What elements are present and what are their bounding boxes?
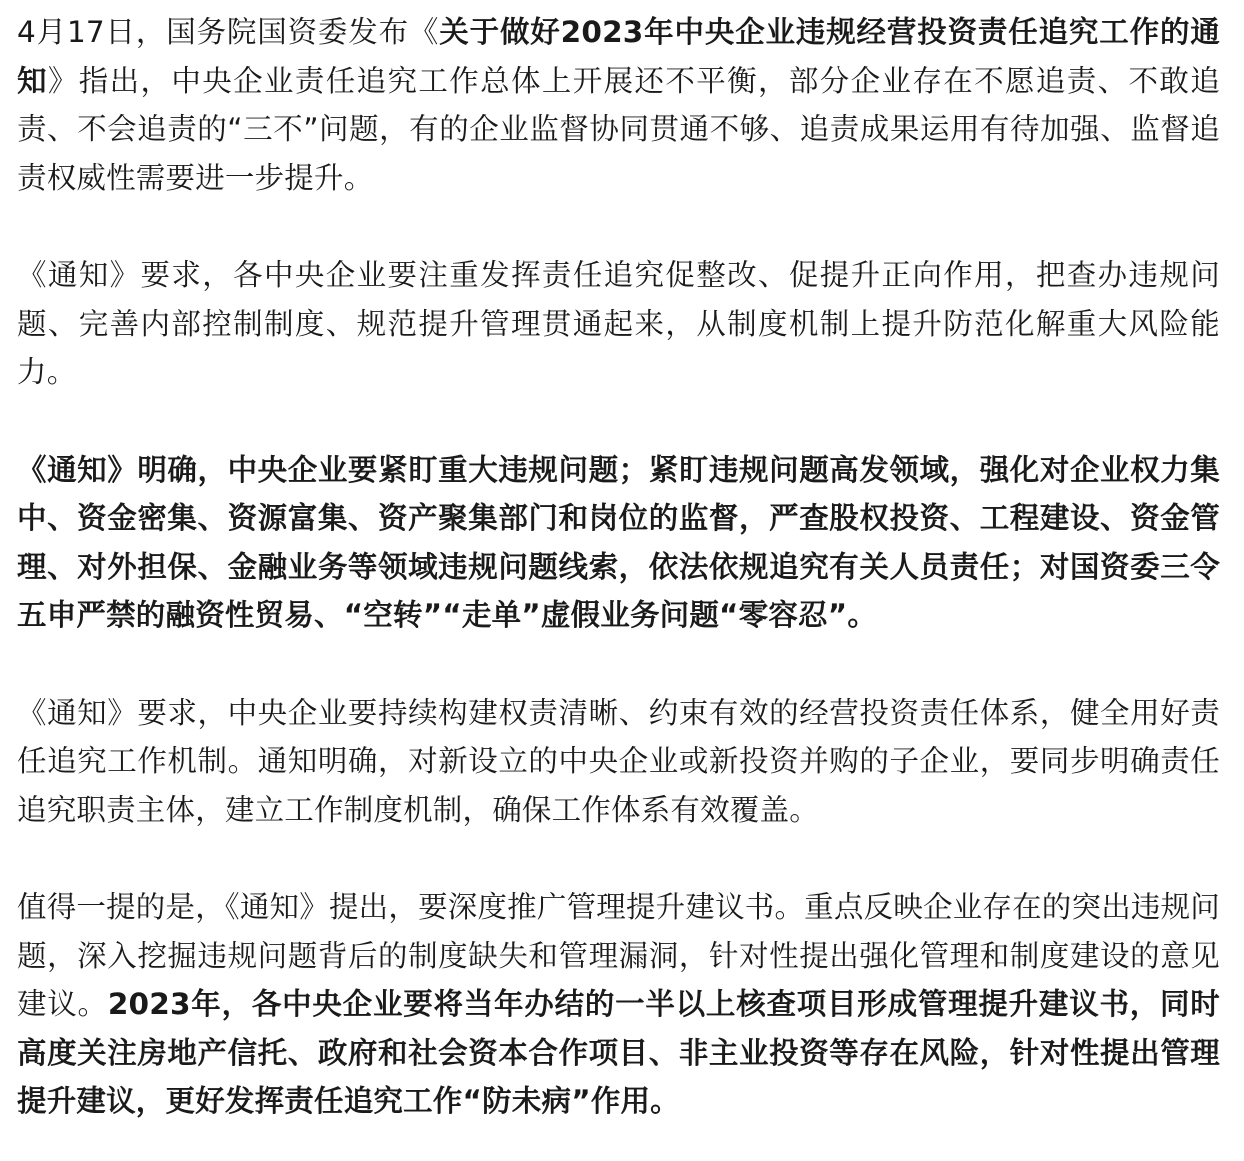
p5-normal-text: 值得一提的是，《通知》提出，要深度推广管理提升建议书。重点反映企业存在的突出违规问题，深入挖掘违规问题背后的制度缺失和管理漏洞，针对性提出强化管理和制度建设的意见建议。 — [17, 890, 1220, 1021]
paragraph-2: 《通知》要求，各中央企业要注重发挥责任追究促整改、促提升正向作用，把查办违规问题、完善内部控制制度、规范提升管理贯通起来，从制度机制上提升防范化解重大风险能力。 — [17, 258, 1220, 389]
p1-rest-text: 》指出，中央企业责任追究工作总体上开展还不平衡，部分企业存在不愿追责、不敢追责、不会追责的“三不”问题，有的企业监督协同贯通不够、追责成果运用有待加强、监督追责权威性需要进一步提升。 — [17, 63, 1221, 195]
paragraph-1 — [17, 8, 1220, 202]
paragraph-4: 《通知》要求，中央企业要持续构建权责清晰、约束有效的经营投资责任体系，健全用好责任追究工作机制。通知明确，对新设立的中央企业或新投资并购的子企业，要同步明确责任追究职责主体，建立工作制度机制，确保工作体系有效覆盖。 — [17, 695, 1220, 827]
paragraph-5 — [17, 883, 1220, 1126]
paragraph-3-bold: 《通知》明确，中央企业要紧盯重大违规问题；紧盯违规问题高发领域，强化对企业权力集中、资金密集、资源富集、资产聚集部门和岗位的监督，严查股权投资、工程建设、资金管理、对外担保、金融业务等领域违规问题线索，依法依规追究有关人员责任；对国资委三令五申严禁的融资性贸易、“空转”“走单”虚假业务问题“零容忍”。 — [17, 452, 1220, 632]
p5-bold-text: 2023年，各中央企业要将当年办结的一半以上核查项目形成管理提升建议书，同时高度关注房地产信托、政府和社会资本合作项目、非主业投资等存在风险，针对性提出管理提升建议，更好发挥责任追究工作“防未病”作用。 — [17, 987, 1220, 1118]
notice-title-bold: 关于做好2023年中央企业违规经营投资责任追究工作的通知 — [17, 15, 1220, 98]
p1-lead-text: 4月17日，国务院国资委发布《 — [17, 15, 440, 49]
